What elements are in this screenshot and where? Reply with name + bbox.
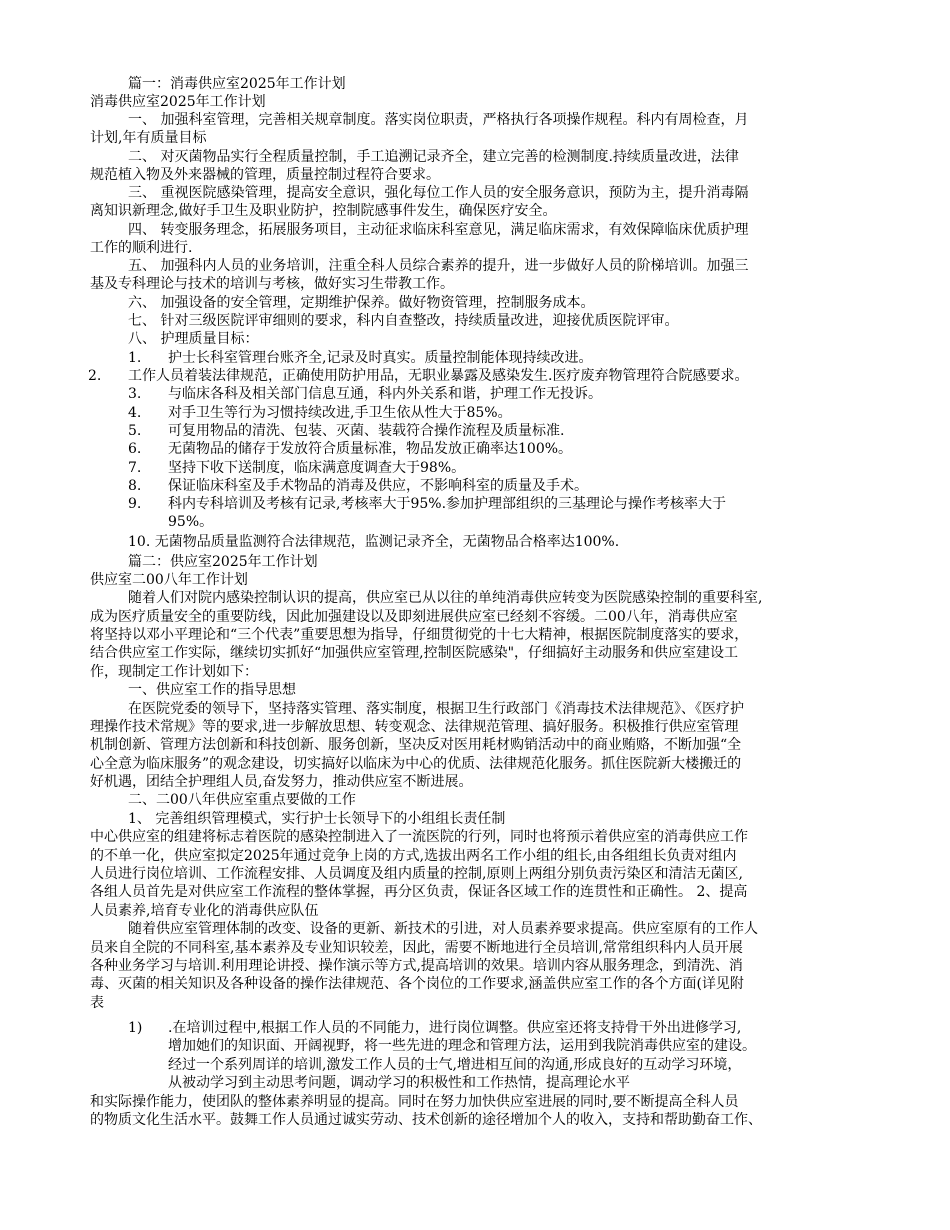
text-line: 7. (128, 460, 142, 476)
text-line: 随着人们对院内感染控制认识的提高，供应室已从以往的单纯消毒供应转变为医院感染控制的重要科室, (128, 590, 763, 606)
text-line: 2. (88, 368, 102, 384)
text-line: 护士长科室管理台账齐全,记录及时真实。质量控制能体现持续改进。 (168, 350, 593, 366)
text-line: 与临床各科及相关部门信息互通，科内外关系和谐，护理工作无投诉。 (168, 386, 602, 402)
text-line: 人员进行岗位培训、工作流程安排、人员调度及组内质量的控制,原则上两组分别负责污染区和清洁无菌区, (90, 866, 743, 882)
text-line: 3. (128, 386, 142, 402)
text-line: 篇一：消毒供应室2025年工作计划 (128, 76, 346, 92)
text-line: 95%。 (168, 514, 214, 530)
text-line: 机制创新、管理方法创新和科技创新、服务创新，坚决反对医用耗材购销活动中的商业贿赂，不断加强“全 (90, 737, 742, 753)
text-line: .在培训过程中,根据工作人员的不同能力，进行岗位调整。供应室还将支持骨干外出进修学习, (168, 1020, 742, 1036)
text-line: 好机遇，团结全护理组人员,奋发努力，推动供应室不断进展。 (90, 774, 473, 790)
text-line: 中心供应室的组建将标志着医院的感染控制进入了一流医院的行列，同时也将预示着供应室的消毒供应工作 (90, 829, 748, 845)
text-line: 离知识新理念,做好手卫生及职业防护，控制院感事件发生，确保医疗安全。 (90, 203, 557, 219)
text-line: 9. (128, 496, 142, 512)
text-line: 1) (128, 1020, 143, 1036)
text-line: 作，现制定工作计划如下： (90, 664, 258, 680)
text-line: 消毒供应室2025年工作计划 (90, 94, 266, 110)
text-line: 工作人员着装法律规范，正确使用防护用品，无职业暴露及感染发生.医疗废弃物管理符合院感要求。 (128, 368, 749, 384)
text-line: 八、 护理质量目标： (128, 331, 259, 347)
text-line: 六、 加强设备的安全管理，定期维护保养。做好物资管理，控制服务成本。 (128, 295, 595, 311)
text-line: 毒、灭菌的相关知识及各种设备的操作法律规范、各个岗位的工作要求,涵盖供应室工作的各个方面(详见附 (90, 976, 744, 992)
text-line: 三、 重视医院感染管理，提高安全意识，强化每位工作人员的安全服务意识，预防为主，提升消毒隔 (128, 185, 749, 201)
text-line: 10. 无菌物品质量监测符合法律规范，监测记录齐全，无菌物品合格率达100%. (128, 534, 620, 550)
text-line: 从被动学习到主动思考问题，调动学习的积极性和工作热情，提高理论水平 (168, 1075, 630, 1091)
text-line: 员来自全院的不同科室,基本素养及专业知识较差，因此，需要不断地进行全员培训,常常组织科内人员开展 (90, 940, 743, 956)
text-line: 各种业务学习与培训.利用理论讲授、操作演示等方式,提高培训的效果。培训内容从服务理念，到清洗、消 (90, 958, 743, 974)
text-line: 表 (90, 995, 104, 1011)
text-line: 规范植入物及外来器械的管理，质量控制过程符合要求。 (90, 167, 440, 183)
text-line: 二、 对灭菌物品实行全程质量控制，手工追溯记录齐全，建立完善的检测制度.持续质量改进，法律 (128, 149, 739, 165)
text-line: 增加她们的知识面、开阔视野，将一些先进的理念和管理方法，运用到我院消毒供应室的建设。 (168, 1038, 756, 1054)
text-line: 的物质文化生活水平。鼓舞工作人员通过诚实劳动、技术创新的途径增加个人的收入，支持和帮助勤奋工作、 (90, 1112, 762, 1128)
text-line: 无菌物品的储存于发放符合质量标准，物品发放正确率达100%。 (168, 441, 573, 457)
text-line: 1、 完善组织管理模式，实行护士长领导下的小组组长责任制 (128, 811, 506, 827)
text-line: 的不单一化，供应室拟定2025年通过竞争上岗的方式,选拔出两名工作小组的组长,由各组组长负责对组内 (90, 848, 737, 864)
text-line: 8. (128, 478, 142, 494)
text-line: 工作的顺利进行. (90, 240, 193, 256)
text-line: 将坚持以邓小平理论和“三个代表”重要思想为指导，仔细贯彻党的十七大精神，根据医院制度落实的要求， (90, 627, 749, 643)
text-line: 4. (128, 405, 142, 421)
text-line: 经过一个系列周详的培训,激发工作人员的士气,增进相互间的沟通,形成良好的互动学习环境， (168, 1057, 742, 1073)
text-line: 五、 加强科内人员的业务培训，注重全科人员综合素养的提升，进一步做好人员的阶梯培训。加强三 (128, 258, 749, 274)
text-line: 理操作技术常规》等的要求,进一步解放思想、转变观念、法律规范管理、搞好服务。积极推行供应室管理 (90, 719, 739, 735)
text-line: 基及专科理论与技术的培训与考核，做好实习生带教工作。 (90, 276, 454, 292)
text-line: 七、 针对三级医院评审细则的要求，科内自查整改，持续质量改进，迎接优质医院评审。 (128, 313, 679, 329)
text-line: 保证临床科室及手术物品的消毒及供应，不影响科室的质量及手术。 (168, 478, 588, 494)
text-line: 一、 加强科室管理，完善相关规章制度。落实岗位职责，严格执行各项操作规程。科内有周检查，月 (128, 112, 749, 128)
text-line: 对手卫生等行为习惯持续改进,手卫生依从性大于85%。 (168, 405, 512, 421)
text-line: 可复用物品的清洗、包装、灭菌、装载符合操作流程及质量标准. (168, 423, 565, 439)
text-line: 供应室二00八年工作计划 (90, 572, 248, 588)
text-line: 人员素养,培育专业化的消毒供应队伍 (90, 903, 319, 919)
text-line: 1. (128, 350, 142, 366)
text-line: 四、 转变服务理念，拓展服务项目，主动征求临床科室意见，满足临床需求，有效保障临床优质护理 (128, 222, 749, 238)
text-line: 6. (128, 441, 142, 457)
text-line: 和实际操作能力，使团队的整体素养明显的提高。同时在努力加快供应室进展的同时,要不断提高全科人员 (90, 1094, 739, 1110)
text-line: 各组人员首先是对供应室工作流程的整体掌握，再分区负责，保证各区域工作的连贯性和正确性。 2、提高 (90, 884, 748, 900)
text-line: 5. (128, 423, 142, 439)
text-line: 篇二：供应室2025年工作计划 (128, 554, 318, 570)
text-line: 坚持下收下送制度，临床满意度调查大于98%。 (168, 460, 466, 476)
text-line: 成为医疗质量安全的重要防线，因此加强建设以及即刻进展供应室已经刻不容缓。二00八年，消毒供应室 (90, 609, 738, 625)
text-line: 在医院党委的领导下，坚持落实管理、落实制度，根据卫生行政部门《消毒技术法律规范》、《医疗护 (128, 701, 744, 717)
text-line: 计划,年有质量目标 (90, 130, 207, 146)
text-line: 随着供应室管理体制的改变、设备的更新、新技术的引进，对人员素养要求提高。供应室原有的工作人 (128, 921, 758, 937)
text-line: 结合供应室工作实际，继续切实抓好“加强供应室管理,控制医院感染"，仔细搞好主动服务和供应室建设工 (90, 645, 739, 661)
text-line: 科内专科培训及考核有记录,考核率大于95%.参加护理部组织的三基理论与操作考核率大于 (168, 496, 727, 512)
text-line: 二、二00八年供应室重点要做的工作 (128, 792, 356, 808)
text-line: 心全意为临床服务”的观念建设，切实搞好以临床为中心的优质、法律规范化服务。抓住医院新大楼搬迁的 (90, 756, 742, 772)
text-line: 一、供应室工作的指导思想 (128, 682, 296, 698)
